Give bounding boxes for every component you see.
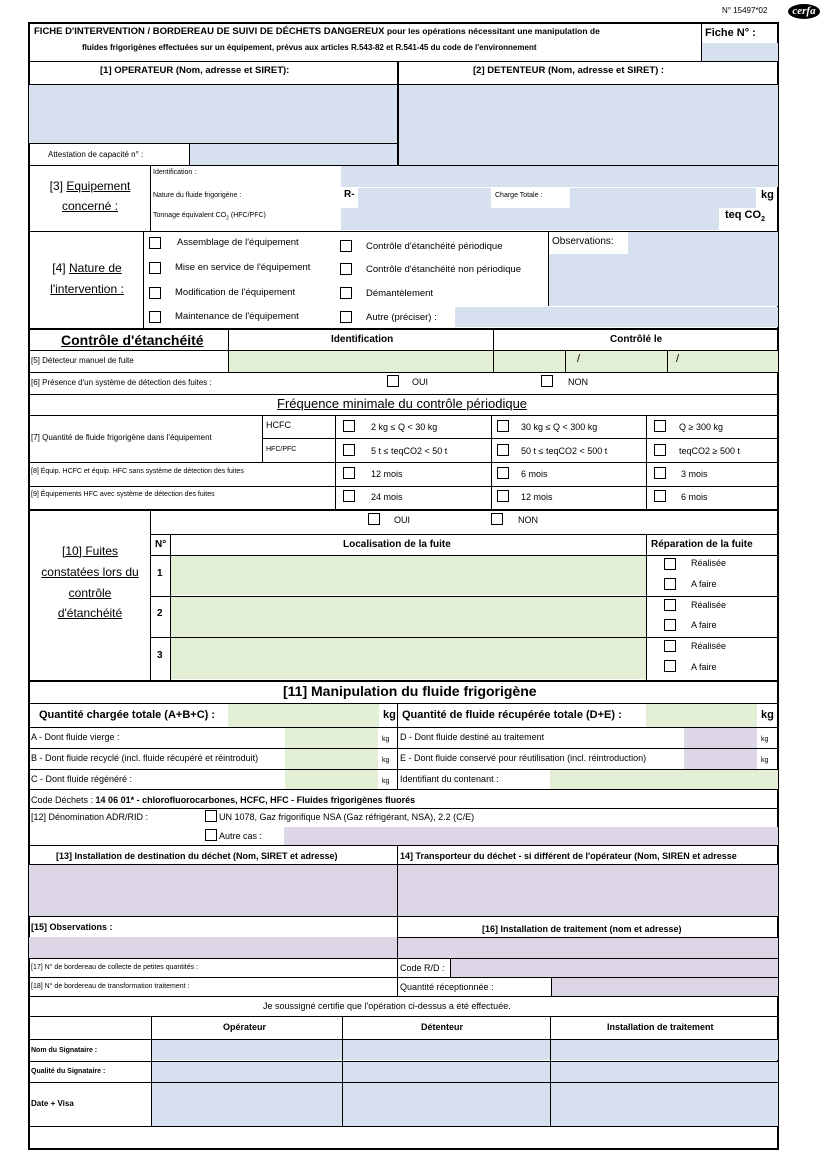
observations-final-field[interactable]	[29, 937, 397, 958]
checkbox-fuite1-realisee[interactable]	[664, 558, 676, 570]
code-rd-field[interactable]	[451, 959, 778, 977]
fluid-e-field[interactable]	[684, 749, 757, 769]
checkbox-fuite2-realisee[interactable]	[664, 599, 676, 611]
operator-field[interactable]	[29, 85, 397, 143]
checkbox-hfc-1[interactable]	[343, 444, 355, 456]
controle-title: Contrôle d'étanchéité	[61, 332, 204, 348]
frequence-title: Fréquence minimale du contrôle périodique	[277, 396, 528, 411]
fluid-c-field[interactable]	[285, 770, 378, 789]
cerfa-logo: cerfa	[788, 4, 820, 19]
holder-signatory-quality[interactable]	[343, 1062, 550, 1082]
holder-field[interactable]	[399, 85, 778, 165]
fluid-d-field[interactable]	[684, 728, 757, 748]
operator-signatory-name[interactable]	[152, 1040, 342, 1060]
checkbox-un1078[interactable]	[205, 810, 217, 822]
certification-text: Je soussigné certifie que l'opération ci-dessus a été effectuée.	[263, 1001, 511, 1011]
fuite-location-2[interactable]	[171, 597, 646, 637]
treatment-installation-field[interactable]	[398, 938, 778, 958]
operator-date-visa[interactable]	[152, 1083, 342, 1126]
fluid-a-field[interactable]	[285, 728, 378, 748]
fiche-number-field[interactable]	[702, 43, 778, 61]
checkbox-autre[interactable]	[340, 311, 352, 323]
manipulation-title: [11] Manipulation du fluide frigorigène	[283, 683, 537, 699]
checkbox-r8-1[interactable]	[343, 467, 355, 479]
checkbox-r9-2[interactable]	[497, 490, 509, 502]
treatment-signatory-quality[interactable]	[551, 1062, 778, 1082]
checkbox-maintenance[interactable]	[149, 311, 161, 323]
transporter-field[interactable]	[398, 865, 778, 916]
tonnage-field[interactable]	[341, 208, 719, 230]
form-title: FICHE D'INTERVENTION / BORDEREAU DE SUIVI DE DÉCHETS DANGEREUX pour les opérations nécessitant une manipulation de	[34, 26, 600, 37]
checkbox-fuite3-realisee[interactable]	[664, 640, 676, 652]
total-recovered-field[interactable]	[646, 704, 757, 727]
detector-id-field[interactable]	[229, 351, 493, 372]
tonnage-label: Tonnage équivalent $CO_2$ (HFC/PFC)	[153, 212, 266, 222]
checkbox-fuite3-afaire[interactable]	[664, 660, 676, 672]
holder-signatory-name[interactable]	[343, 1040, 550, 1060]
checkbox-r8-2[interactable]	[497, 467, 509, 479]
holder-date-visa[interactable]	[343, 1083, 550, 1126]
operator-signatory-quality[interactable]	[152, 1062, 342, 1082]
fiche-number-label: Fiche N° :	[705, 27, 756, 39]
checkbox-hcfc-1[interactable]	[343, 420, 355, 432]
holder-label: [2] DETENTEUR (Nom, adresse et SIRET) :	[473, 65, 665, 76]
intervention-label: [4] Nature de	[52, 261, 122, 275]
charge-field[interactable]	[570, 188, 756, 208]
autre-cas-field[interactable]	[284, 827, 778, 845]
fuite-location-1[interactable]	[171, 556, 646, 595]
treatment-signatory-name[interactable]	[551, 1040, 778, 1060]
checkbox-controle-non-periodique[interactable]	[340, 263, 352, 275]
checkbox-detection-non[interactable]	[541, 375, 553, 387]
equipment-label: [3] Equipement	[49, 179, 131, 193]
identification-field[interactable]	[341, 166, 778, 187]
attestation-field[interactable]	[190, 144, 397, 165]
checkbox-modification[interactable]	[149, 287, 161, 299]
checkbox-autre-cas[interactable]	[205, 829, 217, 841]
form-number: N° 15497*02	[722, 6, 768, 15]
checkbox-controle-periodique[interactable]	[340, 240, 352, 252]
checkbox-r8-3[interactable]	[654, 467, 666, 479]
checkbox-detection-oui[interactable]	[387, 375, 399, 387]
fuites-label: [10] Fuites	[61, 544, 119, 558]
destination-field[interactable]	[29, 865, 397, 916]
fluid-b-field[interactable]	[285, 749, 378, 769]
checkbox-hcfc-3[interactable]	[654, 420, 666, 432]
checkbox-fuite1-afaire[interactable]	[664, 578, 676, 590]
checkbox-hcfc-2[interactable]	[497, 420, 509, 432]
refrigerant-field[interactable]	[358, 188, 491, 208]
observations-intervention-top[interactable]	[628, 232, 778, 254]
quantity-received-field[interactable]	[552, 978, 778, 996]
waste-code: Code Déchets : 14 06 01* - chlorofluorocarbones, HCFC, HFC - Fluides frigorigènes fluorés	[31, 795, 416, 805]
checkbox-hfc-2[interactable]	[497, 444, 509, 456]
checkbox-fuite2-afaire[interactable]	[664, 619, 676, 631]
container-id-field[interactable]	[550, 770, 778, 789]
treatment-date-visa[interactable]	[551, 1083, 778, 1126]
form-subtitle: fluides frigorigènes effectuées sur un équipement, prévus aux articles R.543-82 et R.541-45 du code de l'environnement	[82, 43, 537, 52]
checkbox-demantelement[interactable]	[340, 287, 352, 299]
observations-intervention-field[interactable]	[549, 254, 778, 306]
checkbox-fuites-oui[interactable]	[368, 513, 380, 525]
fuite-location-3[interactable]	[171, 638, 646, 679]
checkbox-r9-1[interactable]	[343, 490, 355, 502]
checkbox-fuites-non[interactable]	[491, 513, 503, 525]
teq-unit: teq $CO_2$	[725, 209, 765, 224]
checkbox-assemblage[interactable]	[149, 237, 161, 249]
attestation-label: Attestation de capacité n° :	[48, 150, 144, 159]
checkbox-hfc-3[interactable]	[654, 444, 666, 456]
total-charged-field[interactable]	[228, 704, 379, 727]
checkbox-mise-en-service[interactable]	[149, 262, 161, 274]
operator-label: [1] OPERATEUR (Nom, adresse et SIRET):	[100, 65, 290, 76]
controle-date-field[interactable]	[494, 351, 778, 372]
checkbox-r9-3[interactable]	[654, 490, 666, 502]
autre-field[interactable]	[455, 307, 778, 327]
